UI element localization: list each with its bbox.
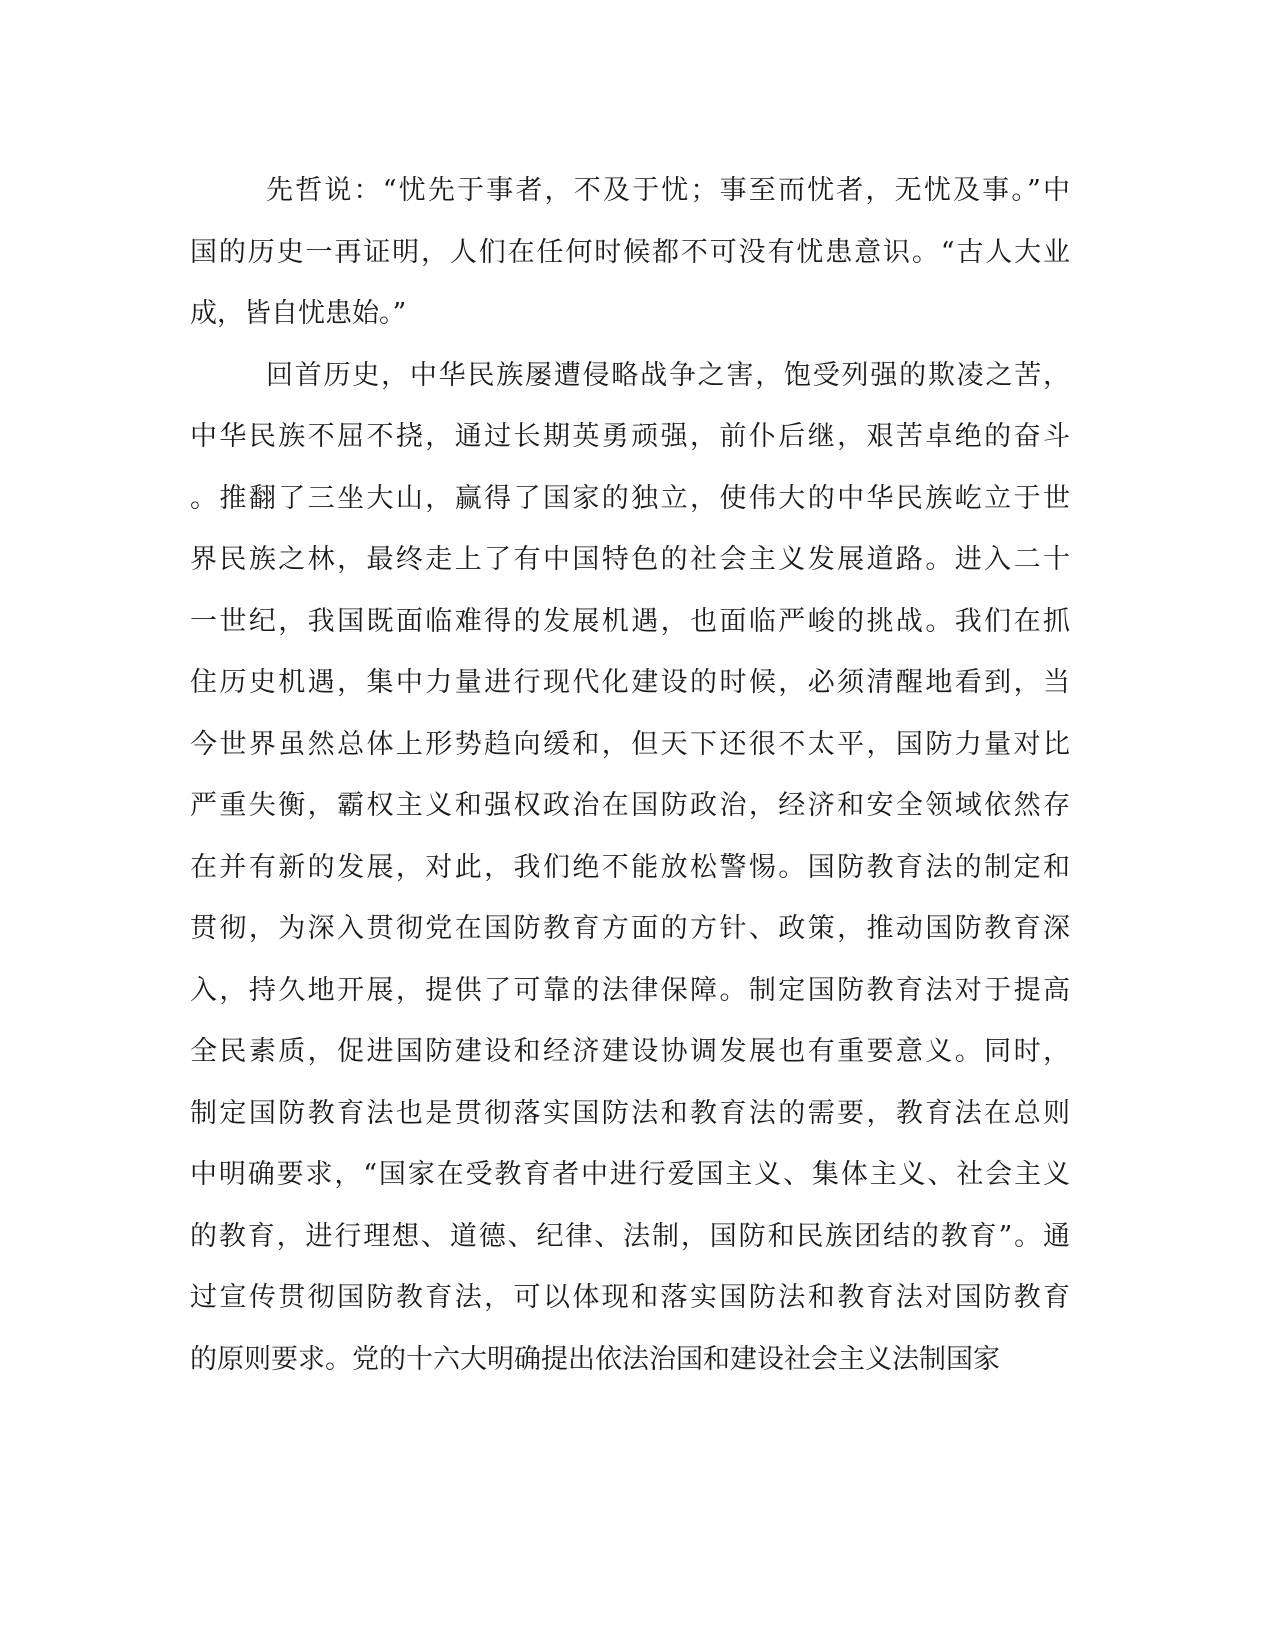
text-line: 一世纪，我国既面临难得的发展机遇，也面临严峻的挑战。我们在抓 <box>190 605 1070 637</box>
paragraph-1 <box>190 160 1070 345</box>
text-line: 。推翻了三坐大山，赢得了国家的独立，使伟大的中华民族屹立于世 <box>190 482 1070 514</box>
text-line: 界民族之林，最终走上了有中国特色的社会主义发展道路。进入二十 <box>190 544 1070 575</box>
text-line: 先哲说：“忧先于事者，不及于忧；事至而忧者，无忧及事。”中 <box>266 175 1070 206</box>
paragraph-2 <box>190 345 1070 1391</box>
text-line: 的教育，进行理想、道德、纪律、法制，国防和民族团结的教育”。通 <box>190 1220 1070 1252</box>
text-line: 中华民族不屈不挠，通过长期英勇顽强，前仆后继，艰苦卓绝的奋斗 <box>190 421 1070 452</box>
text-line: 严重失衡，霸权主义和强权政治在国防政治，经济和安全领域依然存 <box>190 790 1070 821</box>
text-line: 国的历史一再证明，人们在任何时候都不可没有忧患意识。“古人大业 <box>190 236 1070 268</box>
body-text <box>190 160 1070 1390</box>
text-line: 中明确要求，“国家在受教育者中进行爱国主义、集体主义、社会主义 <box>190 1159 1070 1190</box>
text-line: 成，皆自忧患始。” <box>190 298 407 329</box>
text-line: 在并有新的发展，对此，我们绝不能放松警惕。国防教育法的制定和 <box>190 851 1070 883</box>
text-line: 制定国防教育法也是贯彻落实国防法和教育法的需要，教育法在总则 <box>190 1097 1070 1129</box>
text-line: 全民素质，促进国防建设和经济建设协调发展也有重要意义。同时， <box>190 1036 1070 1067</box>
text-line: 住历史机遇，集中力量进行现代化建设的时候，必须清醒地看到，当 <box>190 667 1070 698</box>
text-line: 的原则要求。党的十六大明确提出依法治国和建设社会主义法制国家 <box>190 1343 1000 1375</box>
text-line: 今世界虽然总体上形势趋向缓和，但天下还很不太平，国防力量对比 <box>190 728 1070 760</box>
text-line: 贯彻，为深入贯彻党在国防教育方面的方针、政策，推动国防教育深 <box>190 913 1070 944</box>
text-line: 入，持久地开展，提供了可靠的法律保障。制定国防教育法对于提高 <box>190 974 1070 1006</box>
text-line: 过宣传贯彻国防教育法，可以体现和落实国防法和教育法对国防教育 <box>190 1282 1070 1313</box>
text-line: 回首历史，中华民族屡遭侵略战争之害，饱受列强的欺凌之苦， <box>266 359 1070 391</box>
